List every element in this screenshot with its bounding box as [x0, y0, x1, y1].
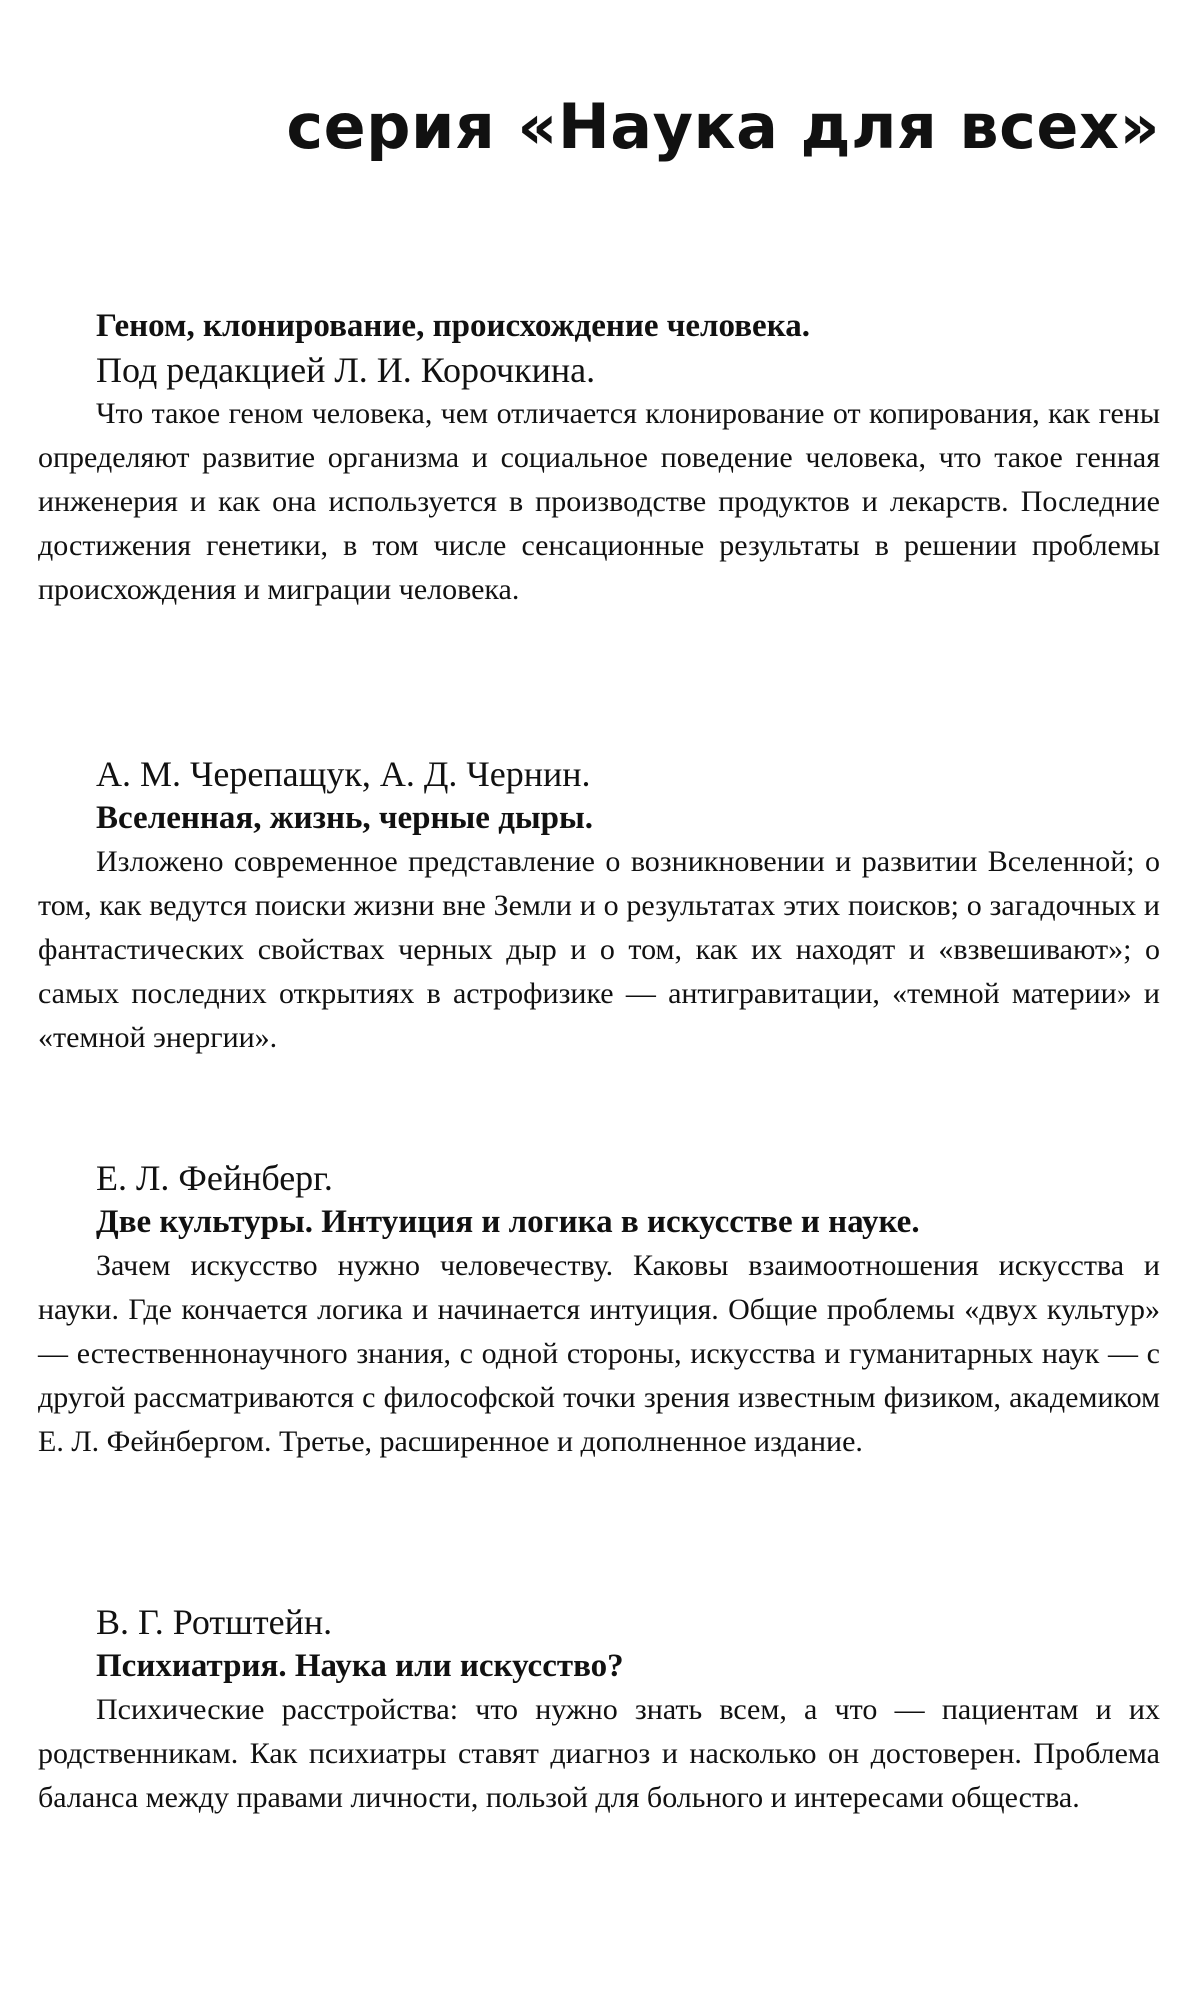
- book-editor: Под редакцией Л. И. Корочкина.: [96, 350, 596, 390]
- book-description: Зачем искусство нужно человечеству. Каковы взаимоотношения искусства и науки. Где кончается логика и начинается интуиция. Общие проблемы «двух культур» — естественнонаучного знания, с одной стороны, искусства и гуманитарных наук — с другой рассматриваются с философской точки зрения известным физиком, академиком Е. Л. Фейнбергом. Третье, расширенное и дополненное издание.: [38, 1249, 1160, 1458]
- book-entry-genome: [38, 304, 1160, 612]
- book-author: Е. Л. Фейнберг.: [96, 1158, 333, 1198]
- series-title: серия «Наука для всех»: [286, 90, 1160, 163]
- book-description: Изложено современное представление о возникновении и развитии Вселенной; о том, как ведутся поиски жизни вне Земли и о результатах этих поисков; о загадочных и фантастических свойствах черных дыр и о том, как их находят и «взвешивают»; о самых последних открытиях в астрофизике — антигравитации, «темной материи» и «темной энергии».: [38, 845, 1160, 1054]
- book-title: Вселенная, жизнь, черные дыры.: [96, 800, 594, 836]
- book-entry-universe: [38, 752, 1160, 1060]
- book-description: Что такое геном человека, чем отличается клонирование от копирования, как гены определяют развитие организма и социальное поведение человека, что такое генная инженерия и как она используется в производстве продуктов и лекарств. Последние достижения генетики, в том числе сенсационные результаты в решении проблемы происхождения и миграции человека.: [38, 397, 1160, 606]
- book-author: А. М. Черепащук, А. Д. Чернин.: [96, 754, 591, 794]
- book-title: Психиатрия. Наука или искусство?: [96, 1648, 624, 1684]
- book-entry-psychiatry: [38, 1600, 1160, 1820]
- book-title: Геном, клонирование, происхождение человека.: [96, 308, 810, 344]
- book-entry-two-cultures: [38, 1156, 1160, 1464]
- book-title: Две культуры. Интуиция и логика в искусстве и науке.: [96, 1204, 920, 1240]
- book-description: Психические расстройства: что нужно знать всем, а что — пациентам и их родственникам. Как психиатры ставят диагноз и насколько он достоверен. Проблема баланса между правами личности, пользой для больного и интересами общества.: [38, 1693, 1160, 1814]
- book-author: В. Г. Ротштейн.: [96, 1602, 333, 1642]
